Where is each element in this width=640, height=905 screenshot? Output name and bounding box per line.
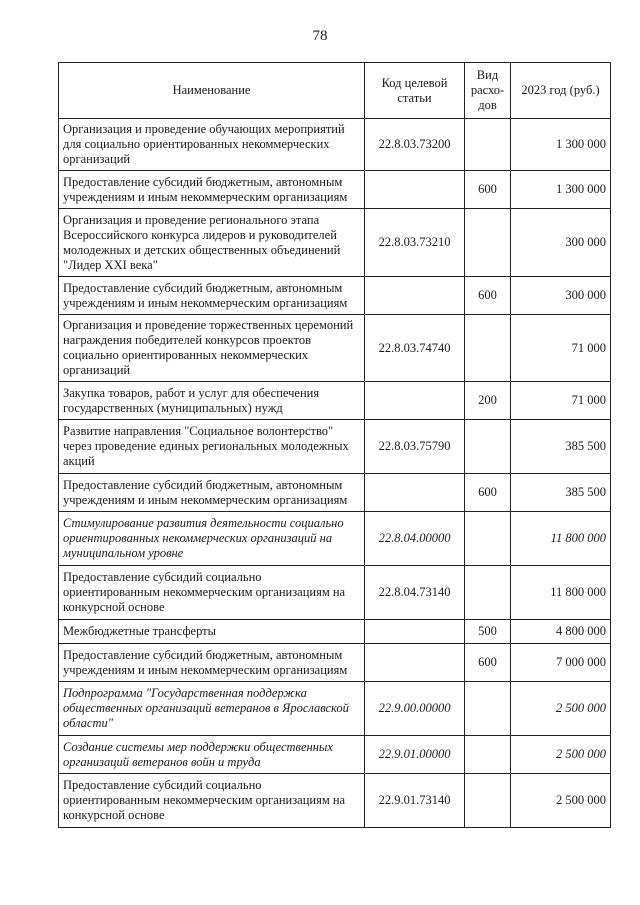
row-amount: 7 000 000 [511,644,611,682]
table-row [59,119,611,171]
row-code: 22.9.01.73140 [365,774,465,828]
row-code: 22.8.04.73140 [365,566,465,620]
table-row [59,171,611,209]
row-kind [465,315,511,382]
row-name: Закупка товаров, работ и услуг для обеспечения государственных (муниципальных) нужд [59,382,365,420]
table-row [59,209,611,277]
row-amount: 385 500 [511,420,611,474]
row-name: Предоставление субсидий бюджетным, автономным учреждениям и иным некоммерческим организациям [59,277,365,315]
row-name: Развитие направления "Социальное волонтерство" через проведение единых региональных молодежных акций [59,420,365,474]
row-amount: 385 500 [511,474,611,512]
row-kind: 600 [465,474,511,512]
row-code: 22.8.03.73200 [365,119,465,171]
table-row [59,420,611,474]
table-row [59,512,611,566]
header-code: Код целевой статьи [365,63,465,119]
table-header [59,63,611,119]
table-row [59,736,611,774]
row-name: Предоставление субсидий социально ориентированным некоммерческим организациям на конкурсной основе [59,774,365,828]
row-kind [465,682,511,736]
row-kind [465,512,511,566]
row-amount: 2 500 000 [511,682,611,736]
row-amount: 1 300 000 [511,119,611,171]
row-code: 22.8.03.74740 [365,315,465,382]
table-row [59,682,611,736]
table-row [59,474,611,512]
row-code [365,644,465,682]
table-row [59,774,611,828]
row-amount: 71 000 [511,315,611,382]
header-name: Наименование [59,63,365,119]
row-kind: 600 [465,644,511,682]
row-code: 22.9.01.00000 [365,736,465,774]
row-kind: 200 [465,382,511,420]
row-code [365,277,465,315]
row-kind: 500 [465,620,511,644]
table-row [59,620,611,644]
row-code [365,620,465,644]
table-row [59,644,611,682]
page-number: 78 [312,28,328,44]
row-amount: 300 000 [511,277,611,315]
row-amount: 2 500 000 [511,774,611,828]
table-row [59,566,611,620]
row-name: Межбюджетные трансферты [59,620,365,644]
row-amount: 71 000 [511,382,611,420]
row-code [365,382,465,420]
table-row [59,277,611,315]
row-kind [465,736,511,774]
budget-table [58,62,611,828]
row-kind: 600 [465,277,511,315]
row-code [365,171,465,209]
row-code: 22.8.03.73210 [365,209,465,277]
row-name: Предоставление субсидий бюджетным, автономным учреждениям и иным некоммерческим организациям [59,171,365,209]
row-name: Предоставление субсидий бюджетным, автономным учреждениям и иным некоммерческим организациям [59,644,365,682]
row-name: Организация и проведение обучающих мероприятий для социально ориентированных некоммерческих организаций [59,119,365,171]
row-name: Организация и проведение торжественных церемоний награждения победителей конкурсов проектов социально ориентированных некоммерческих организаций [59,315,365,382]
row-code: 22.9.00.00000 [365,682,465,736]
row-amount: 300 000 [511,209,611,277]
table-row [59,382,611,420]
row-amount: 11 800 000 [511,512,611,566]
table-row [59,315,611,382]
row-kind [465,119,511,171]
row-name: Предоставление субсидий социально ориентированным некоммерческим организациям на конкурсной основе [59,566,365,620]
row-amount: 4 800 000 [511,620,611,644]
row-code [365,474,465,512]
row-code: 22.8.03.75790 [365,420,465,474]
row-kind [465,209,511,277]
row-kind [465,420,511,474]
table-body [59,119,611,828]
row-name: Предоставление субсидий бюджетным, автономным учреждениям и иным некоммерческим организациям [59,474,365,512]
header-kind: Вид расхо-дов [465,63,511,119]
row-kind [465,774,511,828]
row-kind [465,566,511,620]
row-kind: 600 [465,171,511,209]
row-name: Стимулирование развития деятельности социально ориентированных некоммерческих организаций на муниципальном уровне [59,512,365,566]
row-amount: 1 300 000 [511,171,611,209]
row-name: Создание системы мер поддержки общественных организаций ветеранов войн и труда [59,736,365,774]
row-amount: 11 800 000 [511,566,611,620]
header-amount: 2023 год (руб.) [511,63,611,119]
row-name: Подпрограмма "Государственная поддержка общественных организаций ветеранов в Ярославской области" [59,682,365,736]
row-name: Организация и проведение регионального этапа Всероссийского конкурса лидеров и руководителей молодежных и детских общественных объединений "Лидер XXI века" [59,209,365,277]
row-amount: 2 500 000 [511,736,611,774]
row-code: 22.8.04.00000 [365,512,465,566]
